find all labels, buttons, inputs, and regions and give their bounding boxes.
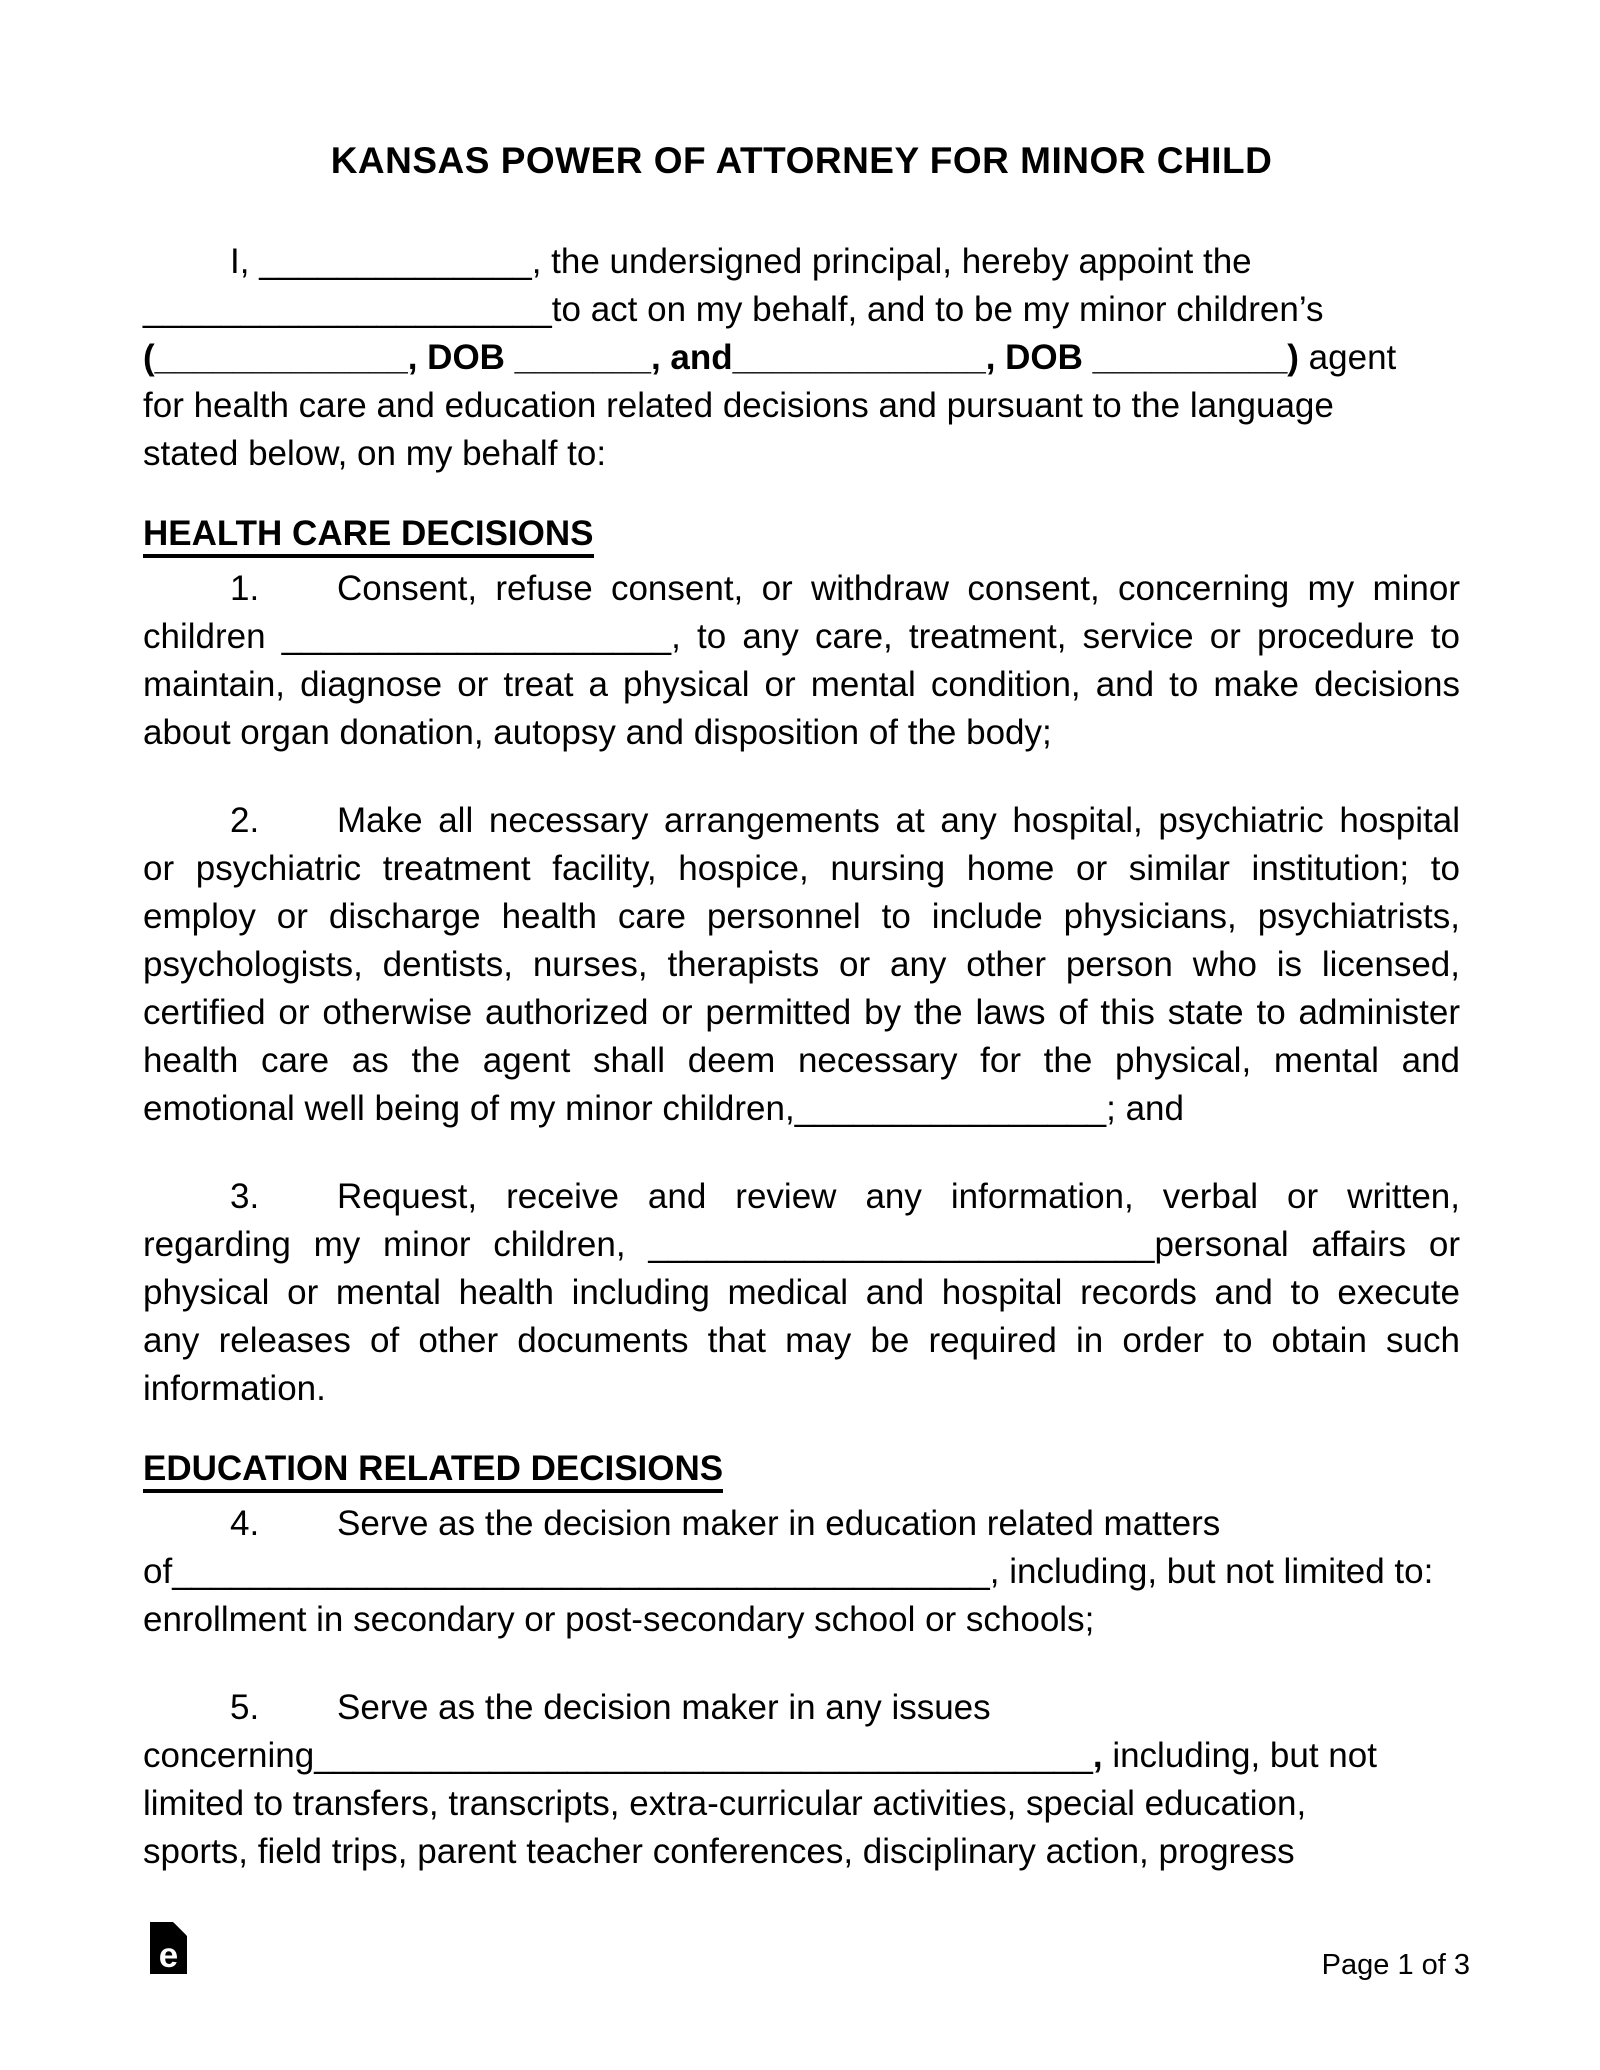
doc-line <box>143 613 1460 661</box>
text-segment: agent <box>1298 338 1397 377</box>
text-segment: enrollment in secondary or post-secondary school or schools; <box>143 1600 1095 1639</box>
text-segment: Serve as the decision maker in education related matters <box>337 1504 1221 1543</box>
text-segment: about organ donation, autopsy and disposition of the body; <box>143 713 1052 752</box>
item-5-school-issues <box>143 1684 1460 1876</box>
text-segment: Make all necessary arrangements at any hospital, psychiatric hospital <box>337 801 1460 840</box>
doc-line <box>143 286 1460 334</box>
blank-field: ______________ <box>259 242 532 281</box>
doc-line <box>143 797 1460 845</box>
text-segment: information. <box>143 1369 326 1408</box>
text-segment: ) <box>1287 338 1299 377</box>
blank-field: _____________________ <box>143 290 552 329</box>
page-number: Page 1 of 3 <box>1321 1949 1470 1981</box>
text-segment: ( <box>143 338 155 377</box>
eforms-logo <box>150 1922 187 1974</box>
blank-field: __________________________ <box>648 1225 1155 1264</box>
doc-line <box>143 382 1460 430</box>
item-1-consent <box>143 565 1460 757</box>
doc-line <box>143 1780 1460 1828</box>
text-segment: limited to transfers, transcripts, extra-curricular activities, special education, <box>143 1784 1307 1823</box>
text-segment: personal affairs or <box>1154 1225 1460 1264</box>
blank-field: ____________________ <box>281 617 672 656</box>
text-segment: certified or otherwise authorized or permitted by the laws of this state to administer <box>143 993 1460 1032</box>
text-segment: physical or mental health including medical and hospital records and to execute <box>143 1273 1460 1312</box>
text-segment: employ or discharge health care personnel to include physicians, psychiatrists, <box>143 897 1460 936</box>
item-3-information <box>143 1173 1460 1413</box>
document-body <box>143 0 1460 1876</box>
blank-field: _____________ <box>154 338 408 377</box>
item-2-arrangements <box>143 797 1460 1133</box>
doc-line <box>143 1173 1460 1221</box>
doc-line <box>143 709 1460 757</box>
doc-line <box>143 1596 1460 1644</box>
doc-line <box>143 941 1460 989</box>
doc-line <box>143 565 1460 613</box>
text-segment: ; and <box>1106 1089 1184 1128</box>
eforms-logo-letter: e <box>158 1936 179 1975</box>
text-segment: , including, but not limited to: <box>989 1552 1434 1591</box>
text-segment: regarding my minor children, <box>143 1225 649 1264</box>
text-segment: sports, field trips, parent teacher conferences, disciplinary action, progress <box>143 1832 1295 1871</box>
text-segment: of <box>143 1552 173 1591</box>
section-heading-text: HEALTH CARE DECISIONS <box>143 514 594 558</box>
doc-line <box>143 238 1460 286</box>
doc-line <box>143 1317 1460 1365</box>
text-segment: any releases of other documents that may be required in order to obtain such <box>143 1321 1460 1360</box>
doc-line <box>143 1269 1460 1317</box>
page-fold-shadow <box>174 1923 186 1935</box>
blank-field: __________________________________________ <box>172 1552 990 1591</box>
doc-line <box>143 430 1460 478</box>
text-segment: to act on my behalf, and to be my minor children’s <box>551 290 1324 329</box>
item-number: 4. <box>230 1504 260 1543</box>
text-segment: including, but not <box>1102 1736 1377 1775</box>
blank-field: _____________ <box>732 338 986 377</box>
text-segment: I, <box>230 242 260 281</box>
education-related-decisions-heading <box>143 1445 1460 1500</box>
doc-line <box>143 334 1460 382</box>
doc-line <box>143 661 1460 709</box>
text-segment: or psychiatric treatment facility, hospice, nursing home or similar institution; to <box>143 849 1460 888</box>
health-care-decisions-heading <box>143 510 1460 565</box>
text-segment: children <box>143 617 282 656</box>
item-number: 5. <box>230 1688 260 1727</box>
text-segment: , and <box>650 338 733 377</box>
doc-line <box>143 1085 1460 1133</box>
item-number: 1. <box>230 569 260 608</box>
text-segment: Request, receive and review any information, verbal or written, <box>337 1177 1460 1216</box>
text-segment: , <box>1092 1736 1103 1775</box>
doc-line <box>143 1828 1460 1876</box>
text-segment: , DOB <box>407 338 515 377</box>
text-segment: Consent, refuse consent, or withdraw consent, concerning my minor <box>337 569 1460 608</box>
doc-line <box>143 1732 1460 1780</box>
doc-line <box>143 1548 1460 1596</box>
text-segment: maintain, diagnose or treat a physical or mental condition, and to make decisions <box>143 665 1460 704</box>
text-segment: , the undersigned principal, hereby appoint the <box>531 242 1252 281</box>
doc-line <box>143 1221 1460 1269</box>
text-segment: psychologists, dentists, nurses, therapists or any other person who is licensed, <box>143 945 1460 984</box>
text-segment: concerning <box>143 1736 315 1775</box>
blank-field: _______ <box>514 338 651 377</box>
blank-field: __________ <box>1092 338 1288 377</box>
item-number: 2. <box>230 801 260 840</box>
blank-field: ________________ <box>794 1089 1107 1128</box>
doc-line <box>143 1684 1460 1732</box>
doc-line <box>143 1365 1460 1413</box>
doc-line <box>143 989 1460 1037</box>
text-segment: emotional well being of my minor children, <box>143 1089 795 1128</box>
text-segment: stated below, on my behalf to: <box>143 434 607 473</box>
doc-line <box>143 1500 1460 1548</box>
section-heading-text: EDUCATION RELATED DECISIONS <box>143 1449 723 1493</box>
text-segment: , DOB <box>985 338 1093 377</box>
item-number: 3. <box>230 1177 260 1216</box>
doc-line <box>143 893 1460 941</box>
document-title: KANSAS POWER OF ATTORNEY FOR MINOR CHILD <box>330 140 1273 181</box>
item-4-education-matters <box>143 1500 1460 1644</box>
text-segment: for health care and education related decisions and pursuant to the language <box>143 386 1334 425</box>
opening-paragraph <box>143 238 1460 478</box>
doc-line <box>143 845 1460 893</box>
blank-field: ________________________________________ <box>314 1736 1093 1775</box>
doc-line <box>143 1037 1460 1085</box>
text-segment: Serve as the decision maker in any issues <box>337 1688 991 1727</box>
text-segment: health care as the agent shall deem necessary for the physical, mental and <box>143 1041 1460 1080</box>
text-segment: , to any care, treatment, service or procedure to <box>671 617 1460 656</box>
